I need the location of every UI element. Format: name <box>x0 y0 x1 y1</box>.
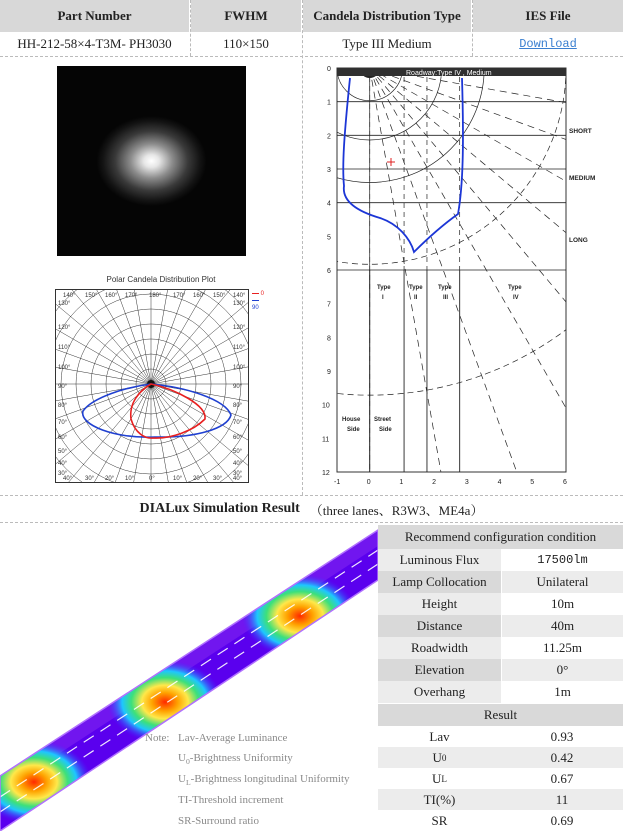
roadway-type-label: I <box>382 295 384 301</box>
roadway-y-tick: 12 <box>322 470 330 477</box>
polar-angle-label: 170° <box>125 293 138 299</box>
polar-plot <box>55 275 267 483</box>
config-row-value: Unilateral <box>501 571 623 593</box>
roadway-type-label: Type <box>377 285 391 291</box>
roadway-plot-svg <box>318 66 623 490</box>
roadway-y-tick: 1 <box>327 99 331 107</box>
product-fwhm: 110×150 <box>223 36 269 51</box>
roadway-type-label: Type <box>438 285 452 291</box>
header-fwhm: FWHM <box>191 0 301 32</box>
polar-angle-label: 20° <box>105 476 115 482</box>
roadway-side-label: Street <box>374 417 392 423</box>
polar-angle-label: 80° <box>58 403 68 409</box>
polar-angle-label: 70° <box>58 420 68 426</box>
roadway-x-tick: 3 <box>464 479 469 486</box>
roadway-y-tick: 6 <box>327 268 331 275</box>
note-ul: $U_L$-Brightness longitudinal Uniformity <box>178 773 350 788</box>
roadway-y-tick: 11 <box>322 436 330 444</box>
config-row-label: Overhang <box>378 681 501 703</box>
roadway-y-tick: 3 <box>327 167 331 174</box>
roadway-x-tick: 4 <box>497 479 502 486</box>
ies-download-link[interactable]: Download <box>519 37 577 51</box>
config-row-label: Lamp Collocation <box>378 571 501 593</box>
roadway-y-tick: 0 <box>327 66 331 73</box>
result-title: Result <box>378 704 623 726</box>
polar-angle-label: 120° <box>58 325 71 331</box>
roadway-title: Roadway:Type IV , Medium <box>406 70 492 77</box>
result-row-value: 0.42 <box>501 747 623 768</box>
roadway-side-label: Side <box>347 427 360 433</box>
beam-pattern-image <box>57 66 246 256</box>
result-row-value: 11 <box>501 789 623 810</box>
note-sr: SR-Surround ratio <box>178 815 259 827</box>
polar-angle-label: 90° <box>233 384 243 390</box>
polar-angle-label: 70° <box>233 420 243 426</box>
polar-angle-label: 180° <box>149 293 162 299</box>
polar-angle-label: 40° <box>63 476 73 482</box>
polar-angle-label: 10° <box>173 476 183 482</box>
roadway-zone-label: MEDIUM <box>569 175 596 182</box>
polar-angle-label: 140° <box>233 293 246 299</box>
result-row-label: U 0 <box>378 747 501 768</box>
polar-angle-label: 100° <box>233 365 246 371</box>
config-row-value: 17500lm <box>501 549 623 571</box>
note-prefix: Note: <box>145 732 170 744</box>
config-row-label: Elevation <box>378 659 501 681</box>
config-row-label: Roadwidth <box>378 637 501 659</box>
polar-angle-label: 30° <box>213 476 223 482</box>
header-ies-file: IES File <box>473 0 623 32</box>
roadway-type-label: II <box>414 295 418 301</box>
polar-plot-svg <box>55 289 267 483</box>
polar-angle-label: 30° <box>85 476 95 482</box>
polar-angle-label: 0° <box>149 476 155 482</box>
dialux-subtitle: （three lanes、R3W3、ME4a） <box>309 502 484 518</box>
product-part-number: HH-212-58×4-T3M- PH3030 <box>17 36 172 51</box>
polar-angle-label: 80° <box>233 403 243 409</box>
polar-angle-label: 150° <box>213 293 226 299</box>
result-row-label: TI(%) <box>378 789 501 810</box>
result-row-value: 0.69 <box>550 812 574 828</box>
roadway-zone-label: SHORT <box>569 128 592 135</box>
result-row-value: 0.67 <box>550 770 574 786</box>
note-u0: $U_0$-Brightness Uniformity <box>178 752 293 767</box>
note-ti: TI-Threshold increment <box>178 794 284 806</box>
polar-angle-label: 90° <box>58 384 68 390</box>
polar-angle-label: 120° <box>233 325 246 331</box>
result-row-label: SR <box>431 812 448 828</box>
polar-angle-label: 60° <box>233 435 243 441</box>
config-row-label: Height <box>378 593 501 615</box>
header-candela-type: Candela Distribution Type <box>303 0 471 32</box>
polar-angle-label: 50° <box>58 449 68 455</box>
polar-angle-label: 40° <box>233 476 243 482</box>
polar-angle-label: 130° <box>233 301 246 307</box>
roadway-x-tick: 5 <box>530 479 535 486</box>
config-row-value: 40m <box>501 615 623 637</box>
roadway-x-tick: -1 <box>334 479 341 486</box>
dialux-title: DIALux Simulation Result <box>139 501 300 516</box>
config-row-value: 11.25m <box>501 637 623 659</box>
polar-angle-label: 160° <box>193 293 206 299</box>
result-row-value: 0.93 <box>550 728 574 744</box>
polar-legend: 0 90 <box>252 291 265 311</box>
polar-angle-label: 140° <box>63 293 76 299</box>
polar-angle-label: 40° <box>233 461 243 467</box>
roadway-x-tick: 2 <box>432 479 437 486</box>
polar-angle-label: 30° <box>58 471 68 477</box>
config-row-label: Distance <box>378 615 501 637</box>
roadway-type-label: III <box>443 295 449 301</box>
polar-angle-label: 110° <box>58 345 70 351</box>
roadway-type-label: Type <box>409 285 423 291</box>
roadway-y-tick: 8 <box>327 335 331 343</box>
config-row-label: Luminous Flux <box>378 549 501 571</box>
roadway-x-tick: 0 <box>366 479 371 486</box>
polar-angle-label: 10° <box>125 476 135 482</box>
dialux-heading <box>0 497 623 521</box>
polar-angle-label: 60° <box>58 435 68 441</box>
config-title: Recommend configuration condition <box>378 525 623 549</box>
polar-angle-label: 30° <box>233 471 243 477</box>
roadway-y-tick: 4 <box>327 200 331 208</box>
polar-angle-label: 50° <box>233 449 243 455</box>
roadway-plot <box>318 66 623 490</box>
roadway-y-tick: 10 <box>322 402 330 410</box>
polar-plot-title: Polar Candela Distribution Plot <box>106 275 216 284</box>
config-row-value: 1m <box>501 681 623 703</box>
polar-angle-label: 20° <box>193 476 203 482</box>
roadway-y-tick: 2 <box>327 133 331 141</box>
roadway-x-tick: 6 <box>563 479 567 486</box>
roadway-zone-label: LONG <box>569 237 588 244</box>
product-candela-type: Type III Medium <box>342 36 432 51</box>
header-part-number: Part Number <box>0 0 189 32</box>
polar-angle-label: 130° <box>58 301 71 307</box>
note-lav: Lav-Average Luminance <box>178 732 288 744</box>
polar-angle-label: 100° <box>58 365 71 371</box>
roadway-type-label: Type <box>508 285 522 291</box>
roadway-y-tick: 5 <box>327 234 331 242</box>
roadway-type-label: IV <box>513 295 519 301</box>
polar-angle-label: 110° <box>233 345 245 351</box>
polar-angle-label: 170° <box>173 293 186 299</box>
polar-angle-label: 160° <box>105 293 118 299</box>
config-row-value: 10m <box>501 593 623 615</box>
polar-angle-label: 150° <box>85 293 98 299</box>
result-row-label: U L <box>432 770 447 786</box>
roadway-side-label: House <box>342 417 361 423</box>
roadway-y-tick: 9 <box>327 369 331 376</box>
roadway-y-tick: 7 <box>327 301 331 309</box>
result-row-label: Lav <box>429 728 450 744</box>
roadway-side-label: Side <box>379 427 392 433</box>
config-row-value: 0° <box>501 659 623 681</box>
polar-angle-label: 40° <box>58 461 68 467</box>
roadway-x-tick: 1 <box>399 479 404 486</box>
